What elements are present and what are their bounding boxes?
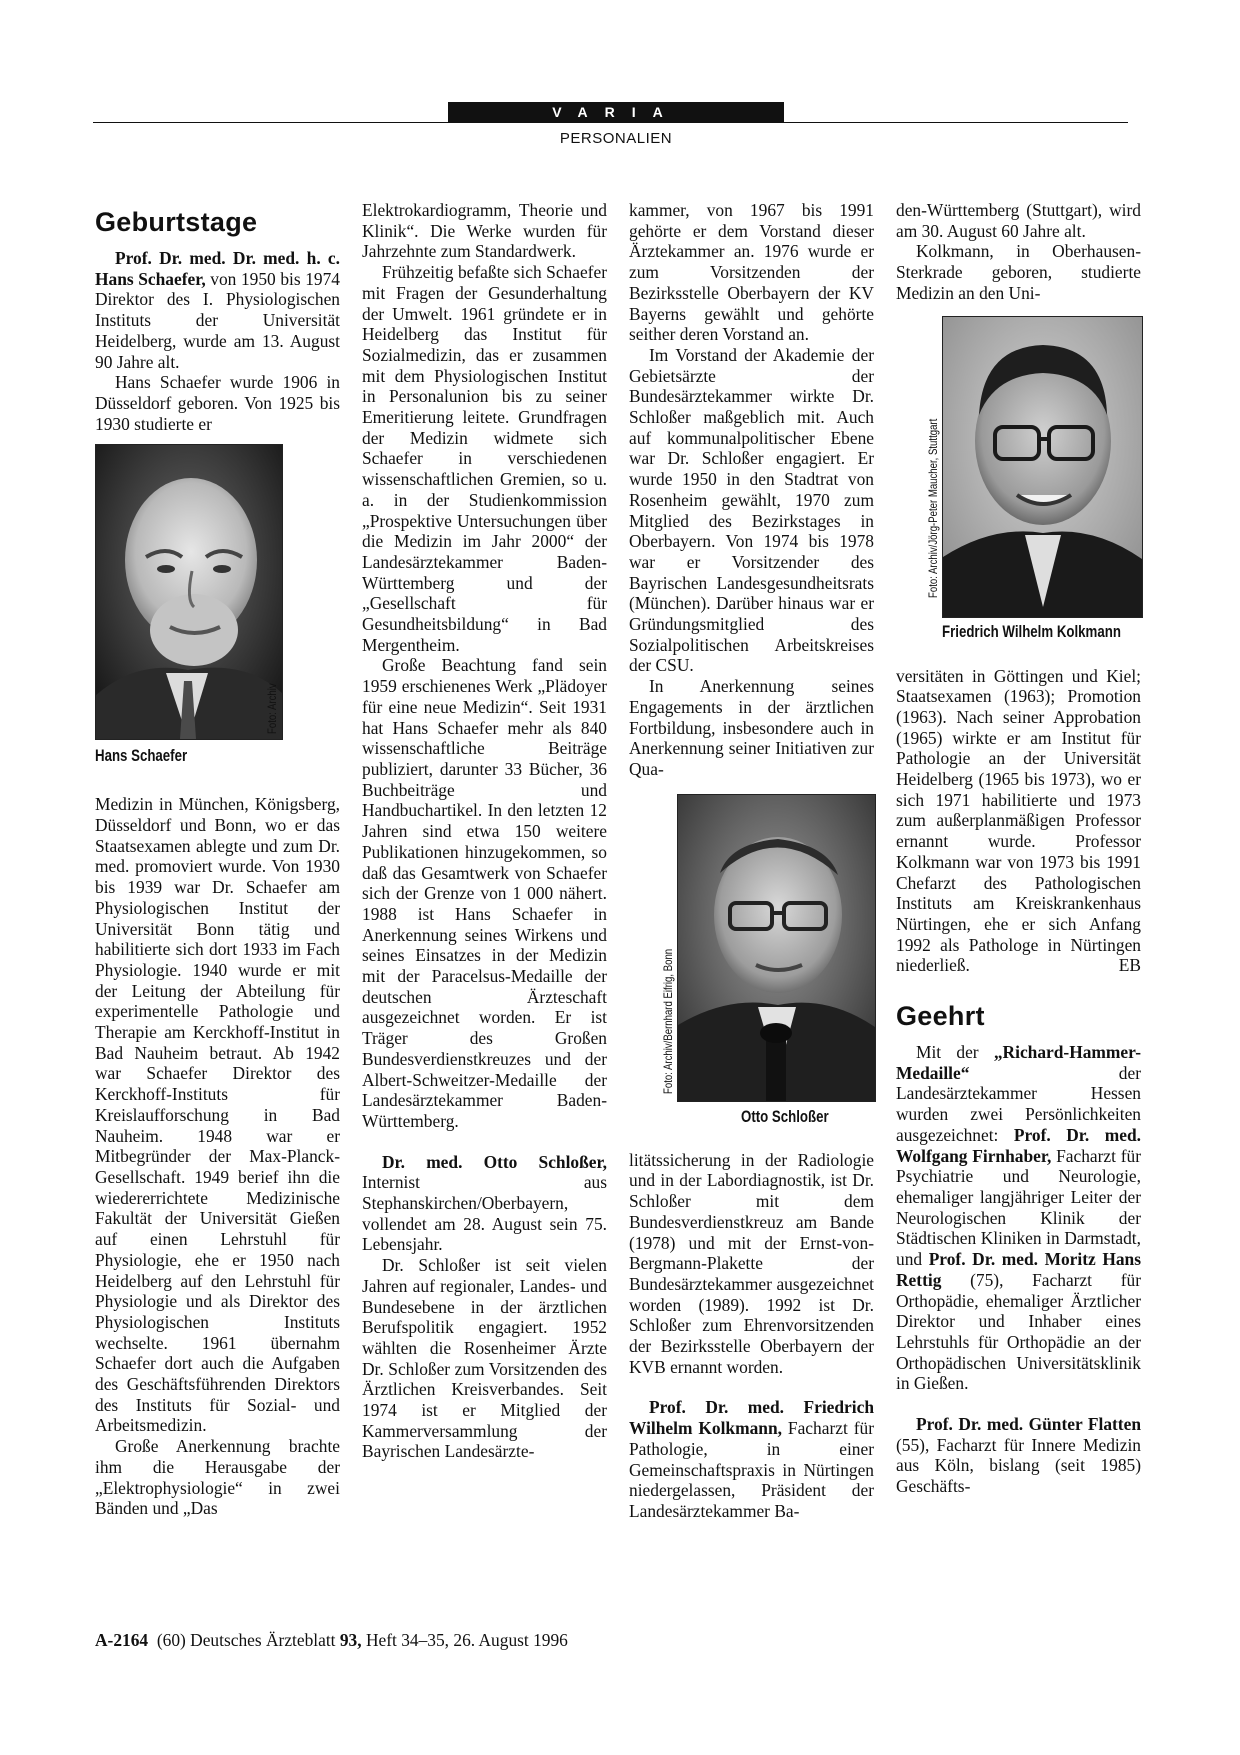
photo-caption: Hans Schaefer: [95, 746, 188, 766]
paragraph-text: der Landesärztekammer Hessen wurden zwei Persönlichkeiten ausgezeichnet:: [896, 1062, 1141, 1145]
paragraph: [896, 1414, 1141, 1497]
paragraph-text: Facharzt für Psychiatrie und Neurologie, ehemaliger langjähriger Leiter der Neurologischen Klinik der Städtischen Kliniken in Darmstadt, und: [896, 1145, 1141, 1270]
photo-credit: Foto: Archiv/Bernhard Eifrig, Bonn: [661, 948, 675, 1094]
person-name: Prof. Dr. med. Moritz Hans Rettig: [896, 1249, 1141, 1290]
paragraph: kammer, von 1967 bis 1991 gehörte er dem Vorstand dieser Ärztekammer an. 1976 wurde er zum Vorsitzenden der Bezirksstelle Oberbayern der KV Bayerns gewählt und gehörte seither deren Vorstand an.: [629, 200, 874, 345]
paragraph-text: Facharzt für Pathologie, in einer Gemeinschaftspraxis in Nürtingen niedergelassen, Präsident der Landesärztekammer Ba-: [629, 1418, 874, 1521]
paragraph: Kolkmann, in Oberhausen-Sterkrade geboren, studierte Medizin an den Uni-: [896, 241, 1141, 303]
photo-credit: Foto: Archiv/Jörg-Peter Maucher, Stuttgart: [926, 418, 940, 598]
paragraph: Im Vorstand der Akademie der Gebietsärzte der Bundesärztekammer wirkte Dr. Schloßer maßgeblich mit. Auch auf kommunalpolitischer Ebene war Dr. Schloßer engagiert. Er wurde 1950 in den Stadtrat von Rosenheim gewählt, 1970 zum Mitglied des Bezirkstages in Oberbayern. Von 1974 bis 1978 war er Vorsitzender des Bayrischen Landesgesundheitsrats (München). Darüber hinaus war er Gründungsmitglied des Sozialpolitischen Arbeitskreises der CSU.: [629, 344, 874, 676]
portrait-image: [677, 794, 876, 1102]
person-name: Prof. Dr. med. Friedrich Wilhelm Kolkmann,: [629, 1397, 874, 1439]
paragraph: [95, 248, 340, 372]
photo-caption: Otto Schloßer: [741, 1106, 829, 1126]
author-initials: EB: [1118, 955, 1141, 976]
person-name: Dr. med. Otto Schloßer,: [382, 1151, 607, 1172]
subsection-title: PERSONALIEN: [559, 130, 673, 147]
paragraph: Frühzeitig befaßte sich Schaefer mit Fragen der Gesunderhaltung der Umwelt. 1961 gründete er in Heidelberg das Institut für Sozialmedizin, das er zusammen mit dem Physiologischen Institut in Personalunion bis zu seiner Emeritierung leitete. Grundfragen der Medizin widmete sich Schaefer in verschiedenen wissenschaftlichen Gremien, so u. a. in der Studienkommission „Prospektive Untersuchungen über die Medizin im Jahr 2000“ der Landesärztekammer Baden-Württemberg und der „Gesellschaft für Gesundheitsbildung“ in Bad Mergentheim.: [362, 262, 607, 655]
paragraph: [896, 666, 1141, 977]
paragraph-text: von 1950 bis 1974 Direktor des I. Physiologischen Instituts der Universität Heidelberg, wurde am 13. August 90 Jahre alt.: [95, 268, 340, 372]
page-footer: [95, 1630, 568, 1650]
paragraph: Hans Schaefer wurde 1906 in Düsseldorf geboren. Von 1925 bis 1930 studierte er: [95, 372, 340, 434]
paragraph: Elektrokardiogramm, Theorie und Klinik“. Die Werke wurden für Jahrzehnte zum Standardwerk.: [362, 200, 607, 262]
paragraph: [896, 1042, 1141, 1394]
portrait-image: [942, 316, 1143, 618]
paragraph: Dr. Schloßer ist seit vielen Jahren auf regionaler, Landes- und Bundesebene in der ärztlichen Berufspolitik engagiert. 1952 wählten die Rosenheimer Ärzte Dr. Schloßer zum Vorsitzenden des Ärztlichen Kreisverbandes. Seit 1974 ist er Mitglied der Kammerversammlung der Bayrischen Landesärzte-: [362, 1255, 607, 1462]
person-name: Prof. Dr. med. Günter Flatten: [916, 1414, 1141, 1435]
person-name: Prof. Dr. med. Dr. med. h. c. Hans Schaefer,: [95, 248, 340, 289]
photo-credit: Foto: Archiv: [265, 683, 279, 735]
heading-geehrt: Geehrt: [896, 1001, 985, 1032]
paragraph-text: versitäten in Göttingen und Kiel; Staatsexamen (1963); Promotion (1963). Nach seiner Approbation (1965) wirkte er am Institut für Pathologie an der Universität Heidelberg (1965 bis 1973), wo er sich 1971 habilitierte und 1973 zum außerplanmäßigen Professor ernannt wurde. Professor Kolkmann war von 1973 bis 1991 Chefarzt des Pathologischen Instituts am Kreiskrankenhaus Nürtingen, ehe er sich Anfang 1992 als Pathologe in Nürtingen niederließ.: [896, 665, 1141, 976]
heading-geburtstage: Geburtstage: [95, 207, 258, 237]
paragraph: den-Württemberg (Stuttgart), wird am 30. August 60 Jahre alt.: [896, 200, 1141, 241]
paragraph-text: Internist aus Stephanskirchen/Oberbayern, vollendet am 28. August sein 75. Lebensjahr.: [362, 1172, 607, 1255]
portrait-image: [95, 444, 283, 740]
volume-number: 93,: [339, 1630, 362, 1650]
paragraph: Medizin in München, Königsberg, Düsseldorf und Bonn, wo er das Staatsexamen ablegte und zum Dr. med. promoviert wurde. Von 1930 bis 1939 war Dr. Schaefer am Physiologischen Institut der Universität Bonn tätig und habilitierte sich dort 1933 im Fach Physiologie. 1940 wurde er mit der Leitung der Abteilung für experimentelle Pathologie und Therapie am Kerckhoff-Institut in Bad Nauheim betraut. Ab 1942 war Schaefer Direktor des Kerckhoff-Instituts für Kreislaufforschung in Bad Nauheim. 1948 war er Mitbegründer der Max-Planck-Gesellschaft. 1949 berief ihn die wiedererrichtete Medizinische Fakultät der Universität Gießen auf einen Lehrstuhl für Physiologie, ehe er 1950 nach Heidelberg auf den Lehrstuhl für Physiologie und als Direktor des Physiologischen Instituts wechselte. 1961 übernahm Schaefer dort auch die Aufgaben des Geschäftsführenden Direktors des Instituts für Sozial- und Arbeitsmedizin.: [95, 794, 340, 1436]
photo-schaefer: [95, 434, 340, 794]
paragraph: [362, 1152, 607, 1256]
column-1: [95, 200, 340, 1519]
paragraph-text: (55), Facharzt für Innere Medizin aus Köln, bislang (seit 1985) Geschäfts-: [896, 1434, 1141, 1497]
column-4: [896, 200, 1141, 1497]
photo-kolkmann: [896, 304, 1141, 666]
paragraph: Große Anerkennung brachte ihm die Herausgabe der „Elektrophysiologie“ in zwei Bänden und „Das: [95, 1436, 340, 1519]
paragraph-text: (75), Facharzt für Orthopädie, ehemaliger Ärztlicher Direktor und Inhaber eines Lehrstuhls für Orthopädie an der Orthopädischen Universitätsklinik in Gießen.: [896, 1269, 1141, 1394]
issue-text: Heft 34–35, 26. August 1996: [361, 1630, 568, 1650]
paragraph: [629, 1397, 874, 1521]
column-3: [629, 200, 874, 1522]
paragraph: Große Beachtung fand sein 1959 erschienenes Werk „Plädoyer für eine neue Medizin“. Seit 1931 hat Hans Schaefer mehr als 840 wissenschaftliche Beiträge publiziert, darunter 33 Bücher, 36 Buchbeiträge und Handbuchartikel. In den letzten 12 Jahren sind etwa 150 weitere Publikationen hinzugekommen, so daß das Gesamtwerk von Schaefer sich der Grenze von 1 000 nähert. 1988 ist Hans Schaefer in Anerkennung seines Wirkens und seines Einsatzes in der Medizin mit der Paracelsus-Medaille der deutschen Ärzteschaft ausgezeichnet worden. Er ist Träger des Großen Bundesverdienstkreuzes und der Albert-Schweitzer-Medaille der Landesärztekammer Baden-Württemberg.: [362, 655, 607, 1131]
award-name: „Richard-Hammer-Medaille“: [896, 1042, 1141, 1083]
column-2: [362, 200, 607, 1462]
person-name: Prof. Dr. med. Wolfgang Firnhaber,: [896, 1124, 1141, 1166]
paragraph: litätssicherung in der Radiologie und in der Labordiagnostik, ist Dr. Schloßer mit dem Bundesverdienstkreuz am Bande (1978) und mit der Ernst-von-Bergmann-Plakette der Bundesärztekammer ausgezeichnet worden (1989). 1992 ist Dr. Schloßer zum Ehrenvorsitzenden der Bezirksstelle Oberbayern der KVB ernannt worden.: [629, 1149, 874, 1377]
paragraph-text: Mit der: [916, 1042, 994, 1063]
page-number: A-2164: [95, 1630, 149, 1650]
issue-text: (60) Deutsches Ärzteblatt: [148, 1630, 340, 1650]
header-rule: [93, 122, 1128, 123]
section-header-varia: VARIA: [448, 102, 784, 122]
photo-schlosser: [629, 780, 874, 1150]
paragraph: In Anerkennung seines Engagements in der ärztlichen Fortbildung, insbesondere auch in Anerkennung seiner Initiativen zur Qua-: [629, 676, 874, 779]
photo-caption: Friedrich Wilhelm Kolkmann: [942, 621, 1121, 641]
